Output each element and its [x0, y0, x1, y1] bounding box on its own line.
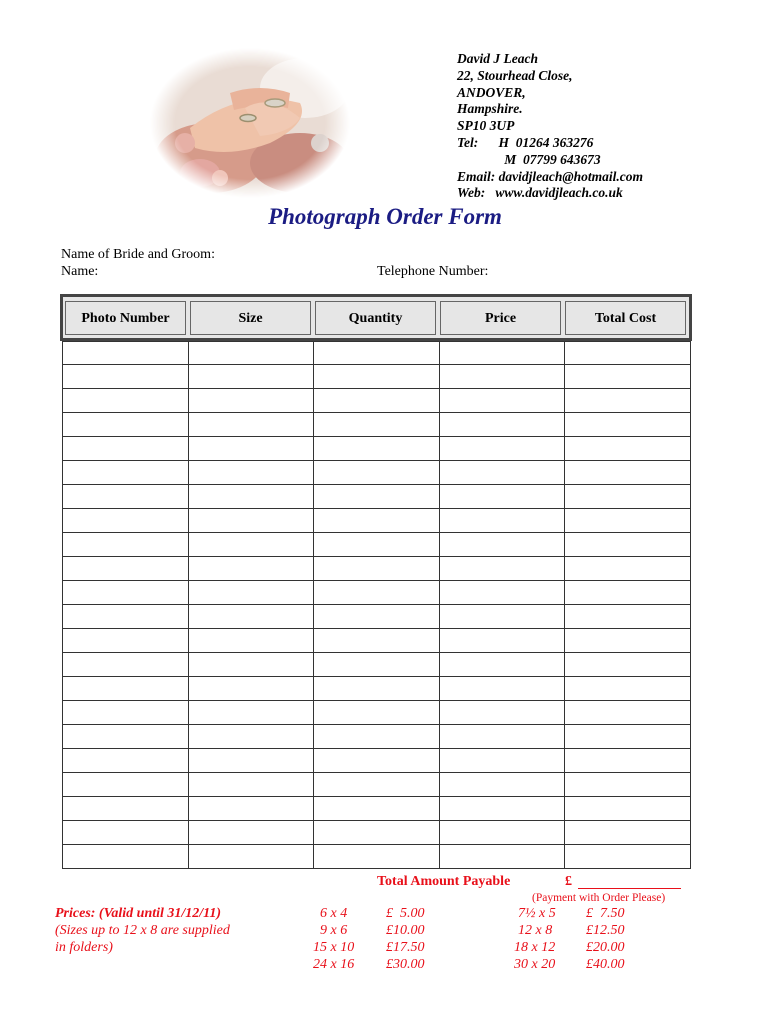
table-cell[interactable]	[565, 341, 691, 365]
table-cell[interactable]	[314, 701, 440, 725]
table-cell[interactable]	[189, 389, 315, 413]
table-cell[interactable]	[314, 629, 440, 653]
name-label: Name:	[61, 264, 99, 279]
price-size: 7½ x 5	[518, 906, 556, 921]
table-cell[interactable]	[62, 821, 189, 845]
header-photo-number: Photo Number	[65, 301, 186, 335]
table-row	[62, 365, 691, 389]
table-cell[interactable]	[62, 365, 189, 389]
total-amount-field[interactable]	[578, 888, 681, 889]
table-cell[interactable]	[62, 845, 189, 869]
table-cell[interactable]	[440, 437, 566, 461]
table-row	[62, 725, 691, 749]
table-cell[interactable]	[440, 725, 566, 749]
table-cell[interactable]	[565, 533, 691, 557]
table-row	[62, 821, 691, 845]
price-size: 15 x 10	[313, 940, 355, 955]
table-cell[interactable]	[440, 557, 566, 581]
price-amount: £ 7.50	[586, 906, 625, 921]
header-quantity: Quantity	[315, 301, 436, 335]
table-cell[interactable]	[440, 533, 566, 557]
price-size: 6 x 4	[320, 906, 348, 921]
table-cell[interactable]	[314, 653, 440, 677]
header-total-cost: Total Cost	[565, 301, 686, 335]
table-cell[interactable]	[565, 725, 691, 749]
order-table	[62, 341, 691, 869]
price-size: 18 x 12	[514, 940, 556, 955]
table-cell[interactable]	[62, 341, 189, 365]
table-cell[interactable]	[189, 605, 315, 629]
table-cell[interactable]	[314, 413, 440, 437]
table-row	[62, 773, 691, 797]
table-cell[interactable]	[440, 461, 566, 485]
table-cell[interactable]	[565, 365, 691, 389]
table-cell[interactable]	[314, 341, 440, 365]
table-row	[62, 845, 691, 869]
table-cell[interactable]	[62, 557, 189, 581]
telephone-label: Telephone Number:	[377, 264, 489, 279]
table-cell[interactable]	[440, 365, 566, 389]
table-cell[interactable]	[565, 845, 691, 869]
table-row	[62, 605, 691, 629]
table-cell[interactable]	[314, 533, 440, 557]
contact-block	[457, 51, 643, 202]
contact-web: Web: www.davidjleach.co.uk	[457, 185, 623, 201]
contact-county: Hampshire.	[457, 101, 523, 117]
table-cell[interactable]	[565, 773, 691, 797]
table-cell[interactable]	[314, 725, 440, 749]
table-row	[62, 749, 691, 773]
table-row	[62, 677, 691, 701]
total-amount-label: Total Amount Payable	[377, 874, 511, 889]
table-cell[interactable]	[440, 701, 566, 725]
table-cell[interactable]	[565, 653, 691, 677]
table-cell[interactable]	[440, 821, 566, 845]
price-amount: £17.50	[386, 940, 425, 955]
header-price: Price	[440, 301, 561, 335]
table-cell[interactable]	[440, 749, 566, 773]
table-cell[interactable]	[62, 701, 189, 725]
table-cell[interactable]	[314, 485, 440, 509]
table-cell[interactable]	[62, 533, 189, 557]
table-cell[interactable]	[189, 485, 315, 509]
price-size: 12 x 8	[518, 923, 553, 938]
prices-note: in folders)	[55, 940, 113, 955]
table-cell[interactable]	[189, 629, 315, 653]
table-cell[interactable]	[62, 437, 189, 461]
table-cell[interactable]	[565, 437, 691, 461]
table-cell[interactable]	[189, 725, 315, 749]
prices-note: (Sizes up to 12 x 8 are supplied	[55, 923, 230, 938]
table-row	[62, 701, 691, 725]
table-cell[interactable]	[189, 437, 315, 461]
table-cell[interactable]	[565, 413, 691, 437]
table-cell[interactable]	[565, 485, 691, 509]
table-cell[interactable]	[62, 653, 189, 677]
payment-note: (Payment with Order Please)	[532, 892, 666, 904]
table-cell[interactable]	[62, 413, 189, 437]
price-amount: £40.00	[586, 957, 625, 972]
table-cell[interactable]	[440, 629, 566, 653]
contact-street: 22, Stourhead Close,	[457, 67, 573, 83]
table-cell[interactable]	[565, 389, 691, 413]
table-row	[62, 389, 691, 413]
table-cell[interactable]	[314, 749, 440, 773]
table-cell[interactable]	[189, 413, 315, 437]
table-cell[interactable]	[189, 845, 315, 869]
contact-name: David J Leach	[457, 51, 538, 66]
table-cell[interactable]	[565, 605, 691, 629]
table-row	[62, 509, 691, 533]
price-size: 30 x 20	[514, 957, 556, 972]
prices-title: Prices: (Valid until 31/12/11)	[55, 906, 222, 921]
table-cell[interactable]	[189, 653, 315, 677]
table-cell[interactable]	[440, 845, 566, 869]
table-cell[interactable]	[565, 701, 691, 725]
table-cell[interactable]	[189, 461, 315, 485]
table-cell[interactable]	[62, 725, 189, 749]
table-cell[interactable]	[189, 341, 315, 365]
table-cell[interactable]	[314, 437, 440, 461]
table-cell[interactable]	[440, 341, 566, 365]
contact-town: ANDOVER,	[457, 84, 526, 100]
table-cell[interactable]	[440, 389, 566, 413]
table-cell[interactable]	[314, 845, 440, 869]
table-cell[interactable]	[189, 677, 315, 701]
table-cell[interactable]	[440, 677, 566, 701]
table-cell[interactable]	[189, 773, 315, 797]
table-cell[interactable]	[440, 605, 566, 629]
table-cell[interactable]	[314, 389, 440, 413]
table-cell[interactable]	[189, 509, 315, 533]
table-cell[interactable]	[62, 509, 189, 533]
table-cell[interactable]	[314, 797, 440, 821]
table-row	[62, 461, 691, 485]
table-header	[60, 294, 692, 341]
table-cell[interactable]	[440, 797, 566, 821]
table-cell[interactable]	[62, 581, 189, 605]
table-cell[interactable]	[565, 509, 691, 533]
table-cell[interactable]	[565, 677, 691, 701]
table-cell[interactable]	[189, 581, 315, 605]
table-cell[interactable]	[314, 581, 440, 605]
table-cell[interactable]	[440, 509, 566, 533]
table-row	[62, 797, 691, 821]
table-cell[interactable]	[189, 365, 315, 389]
table-cell[interactable]	[565, 629, 691, 653]
contact-email: Email: davidjleach@hotmail.com	[457, 168, 643, 184]
price-amount: £10.00	[386, 923, 425, 938]
table-cell[interactable]	[314, 677, 440, 701]
table-cell[interactable]	[314, 557, 440, 581]
table-cell[interactable]	[62, 485, 189, 509]
table-row	[62, 533, 691, 557]
table-row	[62, 413, 691, 437]
price-size: 24 x 16	[313, 957, 355, 972]
table-cell[interactable]	[314, 509, 440, 533]
table-cell[interactable]	[314, 605, 440, 629]
table-cell[interactable]	[440, 485, 566, 509]
table-row	[62, 437, 691, 461]
bride-groom-label: Name of Bride and Groom:	[61, 247, 215, 262]
table-cell[interactable]	[62, 629, 189, 653]
price-amount: £30.00	[386, 957, 425, 972]
table-cell[interactable]	[565, 557, 691, 581]
table-cell[interactable]	[440, 773, 566, 797]
table-row	[62, 557, 691, 581]
table-cell[interactable]	[565, 461, 691, 485]
table-cell[interactable]	[440, 413, 566, 437]
wedding-hands-photo	[150, 48, 350, 198]
table-cell[interactable]	[314, 365, 440, 389]
table-cell[interactable]	[565, 797, 691, 821]
price-amount: £ 5.00	[386, 906, 425, 921]
table-cell[interactable]	[189, 533, 315, 557]
table-cell[interactable]	[440, 581, 566, 605]
price-size: 9 x 6	[320, 923, 348, 938]
table-row	[62, 341, 691, 365]
table-cell[interactable]	[565, 581, 691, 605]
table-cell[interactable]	[189, 749, 315, 773]
table-cell[interactable]	[440, 653, 566, 677]
contact-home-phone: Tel: H 01264 363276	[457, 134, 594, 150]
table-cell[interactable]	[189, 701, 315, 725]
table-cell[interactable]	[62, 773, 189, 797]
table-cell[interactable]	[189, 797, 315, 821]
table-cell[interactable]	[565, 821, 691, 845]
price-amount: £12.50	[586, 923, 625, 938]
page-title: Photograph Order Form	[268, 204, 502, 229]
table-row	[62, 653, 691, 677]
table-cell[interactable]	[565, 749, 691, 773]
table-cell[interactable]	[62, 749, 189, 773]
table-cell[interactable]	[62, 797, 189, 821]
price-amount: £20.00	[586, 940, 625, 955]
table-cell[interactable]	[314, 773, 440, 797]
table-cell[interactable]	[189, 557, 315, 581]
table-row	[62, 485, 691, 509]
table-cell[interactable]	[62, 677, 189, 701]
table-row	[62, 581, 691, 605]
table-cell[interactable]	[62, 461, 189, 485]
contact-mobile-phone: M 07799 643673	[457, 151, 601, 167]
table-cell[interactable]	[62, 389, 189, 413]
contact-postcode: SP10 3UP	[457, 118, 515, 134]
table-row	[62, 629, 691, 653]
table-cell[interactable]	[314, 461, 440, 485]
table-cell[interactable]	[189, 821, 315, 845]
table-cell[interactable]	[314, 821, 440, 845]
header-size: Size	[190, 301, 311, 335]
total-currency: £	[565, 874, 572, 889]
table-cell[interactable]	[62, 605, 189, 629]
